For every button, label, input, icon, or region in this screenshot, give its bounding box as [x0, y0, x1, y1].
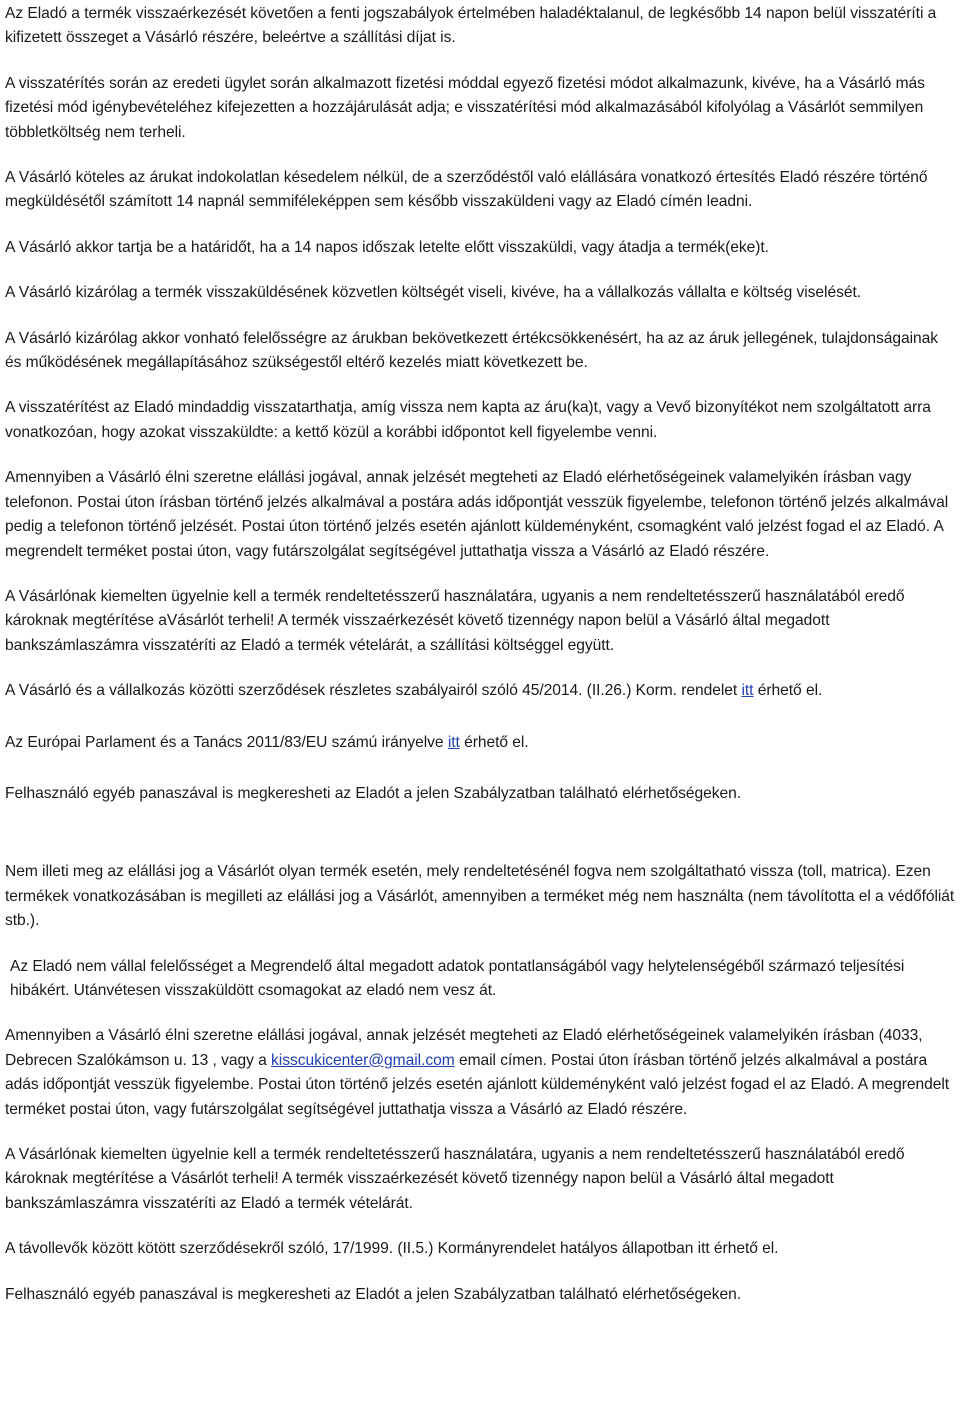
paragraph-liability: A Vásárló kizárólag akkor vonható felelősségre az árukban bekövetkezett értékcsökkenésért, ha az az áruk jellegének, tulajdonságainak és működésének megállapításához szükségestől eltérő kezelés miatt következett be. — [5, 329, 938, 372]
contact-text-before: Amennyiben a Vásárló élni szeretne elállási jogával, annak jelzését megteheti az Eladó elérhetőségeinek valamelyikén írásban (4033, Debrecen Szalókámson u. 13 , vagy a — [5, 1027, 923, 1069]
paragraph-refund-method: A visszatérítés során az eredeti ügylet során alkalmazott fizetési móddal egyező fizetési módot alkalmazunk, kivéve, ha a Vásárló más fizetési mód igénybevételéhez kifejezetten a hozzájárulását adja; e visszatérítési mód alkalmazásából kifolyólag a Vásárlót semmilyen többletköltség nem terheli. — [5, 74, 925, 141]
decree-text-before: A Vásárló és a vállalkozás közötti szerződések részletes szabályairól szóló 45/2014. (II.26.) Korm. rendelet — [5, 682, 742, 700]
paragraph-seller-disclaimer: Az Eladó nem vállal felelősséget a Megrendelő által megadott adatok pontatlanságából vagy helytelenségéből származó teljesítési hibákért. Utánvétesen visszaküldött csomagokat az eladó nem vesz át. — [10, 957, 905, 999]
paragraph-withdrawal-notice: Amennyiben a Vásárló élni szeretne elállási jogával, annak jelzését megteheti az Eladó elérhetőségeinek valamelyikén írásban vagy telefonon. Postai úton írásban történő jelzés alkalmával a postára adás időpontját vesszük figyelembe, telefonon történő jelzés alkalmával pedig a telefonon történő jelzését. Postai úton történő jelzés esetén ajánlott küldeményként, csomagként való jelzést fogad el az Eladó. A megrendelt terméket postai úton, vagy futárszolgálat segítségével juttathatja vissza a Vásárló az Eladó részére. — [5, 469, 949, 560]
directive-text-before: Az Európai Parlament és a Tanács 2011/83/EU számú irányelve — [5, 733, 448, 751]
paragraph-complaints-repeat: Felhasználó egyéb panaszával is megkeresheti az Eladót a jelen Szabályzatban található elérhetőségeken. — [5, 1285, 742, 1303]
paragraph-distance-contracts: A távollevők között kötött szerződésekről szóló, 17/1999. (II.5.) Kormányrendelet hatályos állapotban itt érhető el. — [5, 1240, 779, 1258]
paragraph-no-withdrawal-right: Nem illeti meg az elállási jog a Vásárlót olyan termék esetén, mely rendeltetésénél fogva nem szolgáltatható vissza (toll, matrica). Ezen termékek vonatkozásában is megilleti az elállási jog a Vásárlót, amennyiben a terméket még nem használta (nem távolította el a védőfóliát stb.). — [5, 863, 955, 930]
directive-link[interactable]: itt — [447, 733, 460, 751]
email-link[interactable]: kisscukicenter@gmail.com — [271, 1051, 455, 1069]
paragraph-refund-deadline: Az Eladó a termék visszaérkezését követően a fenti jogszabályok értelmében haladéktalanul, de legkésőbb 14 napon belül visszatéríti a kifizetett összeget a Vásárló részére, beleértve a szállítási díjat is. — [5, 5, 937, 47]
directive-text-after: érhető el. — [459, 733, 529, 751]
decree-text-after: érhető el. — [753, 682, 823, 700]
paragraph-government-decree — [5, 679, 957, 703]
paragraph-return-cost: A Vásárló kizárólag a termék visszaküldésének közvetlen költségét viseli, kivéve, ha a vállalkozás vállalta e költség viselését. — [5, 284, 862, 302]
paragraph-deadline-kept: A Vásárló akkor tartja be a határidőt, ha a 14 napos időszak letelte előtt visszaküldi, vagy átadja a termék(eke)t. — [5, 238, 769, 256]
paragraph-eu-directive — [5, 731, 957, 755]
paragraph-proper-use: A Vásárlónak kiemelten ügyelnie kell a termék rendeltetésszerű használatára, ugyanis a nem rendeltetésszerű használatából eredő károknak megtérítése aVásárlót terheli! A termék visszaérkezését követő tizennégy napon belül a Vásárló által megadott bankszámlaszámra visszatéríti az Eladó a termék vételárát, a szállítási költséggel együtt. — [5, 587, 905, 654]
paragraph-complaints: Felhasználó egyéb panaszával is megkeresheti az Eladót a jelen Szabályzatban található elérhetőségeken. — [5, 784, 742, 802]
paragraph-return-obligation: A Vásárló köteles az árukat indokolatlan késedelem nélkül, de a szerződéstől való elállására vonatkozó értesítés Eladó részére történő megküldésétől számított 14 napnál semmiféleképpen sem később visszaküldeni vagy az Eladó címén leadni. — [5, 169, 928, 211]
contact-text-after: email címen. Postai úton írásban történő jelzés alkalmával a postára adás időpontját vesszük figyelembe. Postai úton történő jelzés esetén ajánlott küldeményként való jelzést fogad el az Eladó. A megrendelt terméket postai úton, vagy futárszolgálat segítségével juttathatja vissza a Vásárló az Eladó részére. — [5, 1051, 950, 1118]
paragraph-withdrawal-contact — [5, 1024, 957, 1122]
document-page — [5, 2, 957, 1307]
decree-link[interactable]: itt — [741, 682, 754, 700]
paragraph-withhold-refund: A visszatérítést az Eladó mindaddig visszatarthatja, amíg vissza nem kapta az áru(ka)t, vagy a Vevő bizonyítékot nem szolgáltatott arra vonatkozóan, hogy azokat visszaküldte: a kettő közül a korábbi időpontot kell figyelembe venni. — [5, 399, 931, 441]
paragraph-proper-use-repeat: A Vásárlónak kiemelten ügyelnie kell a termék rendeltetésszerű használatára, ugyanis a nem rendeltetésszerű használatából eredő károknak megtérítése a Vásárlót terheli! A termék visszaérkezését követő tizennégy napon belül a Vásárló által megadott bankszámlaszámra visszatéríti az Eladó a termék vételárát. — [5, 1146, 905, 1212]
